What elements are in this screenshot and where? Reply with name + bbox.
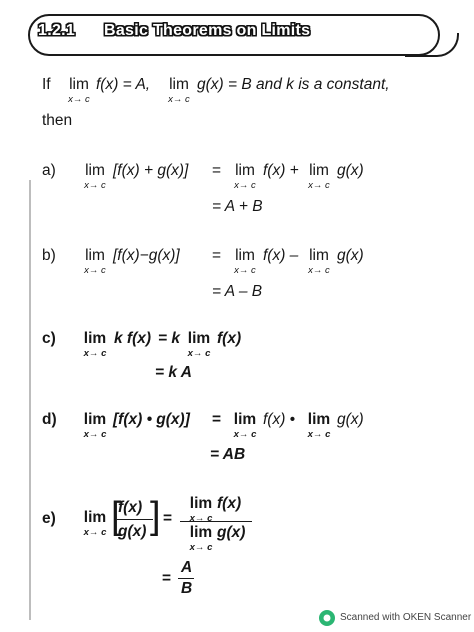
theorem-d-label: d) [42,411,57,428]
theorem-e-den: g(x) [118,523,147,540]
theorem-b-lhs: [f(x)−g(x)] [113,247,180,264]
theorem-e-eq: = [163,510,173,527]
theorem-e-rhs-num-lim: lim x→ c [189,495,213,524]
theorem-d-rhs-g: g(x) [337,411,364,428]
theorem-e-rhs-fraction-bar [180,521,252,522]
theorem-d-lhs: [f(x) • g(x)] [113,411,190,428]
intro-part2: g(x) = B and k is a constant, [197,76,390,93]
theorem-a-label: a) [42,162,56,179]
theorem-e-rhs-num: f(x) [217,495,242,512]
banner-tail-decoration [405,33,459,57]
theorem-a-rhs-lim-g: lim x→ c [308,162,330,191]
theorem-a-eq: = [212,162,222,179]
theorem-c-rhs-pre: = k [158,330,180,347]
theorem-e-result-bar [178,578,194,579]
scanner-watermark-text: Scanned with OKEN Scanner [340,612,472,623]
intro-lim-2: lim x→ c [168,76,190,105]
theorem-e-result-den: B [181,580,193,597]
section-number: 1.2.1 [38,22,76,39]
theorem-b-rhs-lim-f: lim x→ c [234,247,256,276]
theorem-b-lim: lim x→ c [84,247,106,276]
theorem-a-lhs: [f(x) + g(x)] [113,162,189,179]
theorem-b-rhs-f: f(x) – [263,247,299,264]
theorem-d-rhs-lim-f: lim x→ c [233,411,257,440]
theorem-e-lim: lim x→ c [83,509,107,538]
theorem-c-rhs-f: f(x) [217,330,242,347]
theorem-c-result: = k A [155,364,192,381]
intro-part1: f(x) = A, [96,76,151,93]
theorem-a-result: = A + B [212,198,263,215]
intro-lim-1: lim x→ c [68,76,90,105]
theorem-c-lim: lim x→ c [83,330,107,359]
intro-if: If [42,76,51,93]
theorem-a-rhs-lim-f: lim x→ c [234,162,256,191]
oken-scanner-logo-icon [318,609,336,627]
theorem-e-fraction-bar [117,519,153,520]
intro-then: then [42,112,73,129]
theorem-e-rhs-den: g(x) [217,524,246,541]
theorem-a-lim: lim x→ c [84,162,106,191]
theorem-d-rhs-f: f(x) • [263,411,296,428]
theorem-b-eq: = [212,247,222,264]
section-title: Basic Theorems on Limits [104,22,311,39]
theorem-e-result-eq: = [162,570,172,587]
theorem-d-lim: lim x→ c [83,411,107,440]
theorem-e-num: f(x) [118,499,143,516]
theorem-d-result: = AB [210,446,246,463]
theorem-b-rhs-g: g(x) [337,247,364,264]
theorem-a-rhs-g: g(x) [337,162,364,179]
page-margin-line [29,180,31,620]
theorem-d-eq: = [212,411,222,428]
theorem-c-label: c) [42,330,56,347]
theorem-c-rhs-lim: lim x→ c [187,330,211,359]
theorem-d-rhs-lim-g: lim x→ c [307,411,331,440]
theorem-a-rhs-f: f(x) + [263,162,299,179]
theorem-e-result-num: A [181,559,193,576]
theorem-e-label: e) [42,510,56,527]
theorem-e-right-bracket: ] [150,495,161,537]
theorem-e-left-bracket: [ [111,495,122,537]
theorem-b-label: b) [42,247,56,264]
theorem-b-rhs-lim-g: lim x→ c [308,247,330,276]
theorem-b-result: = A – B [212,283,263,300]
theorem-e-rhs-den-lim: lim x→ c [189,524,213,553]
theorem-c-lhs: k f(x) [114,330,152,347]
